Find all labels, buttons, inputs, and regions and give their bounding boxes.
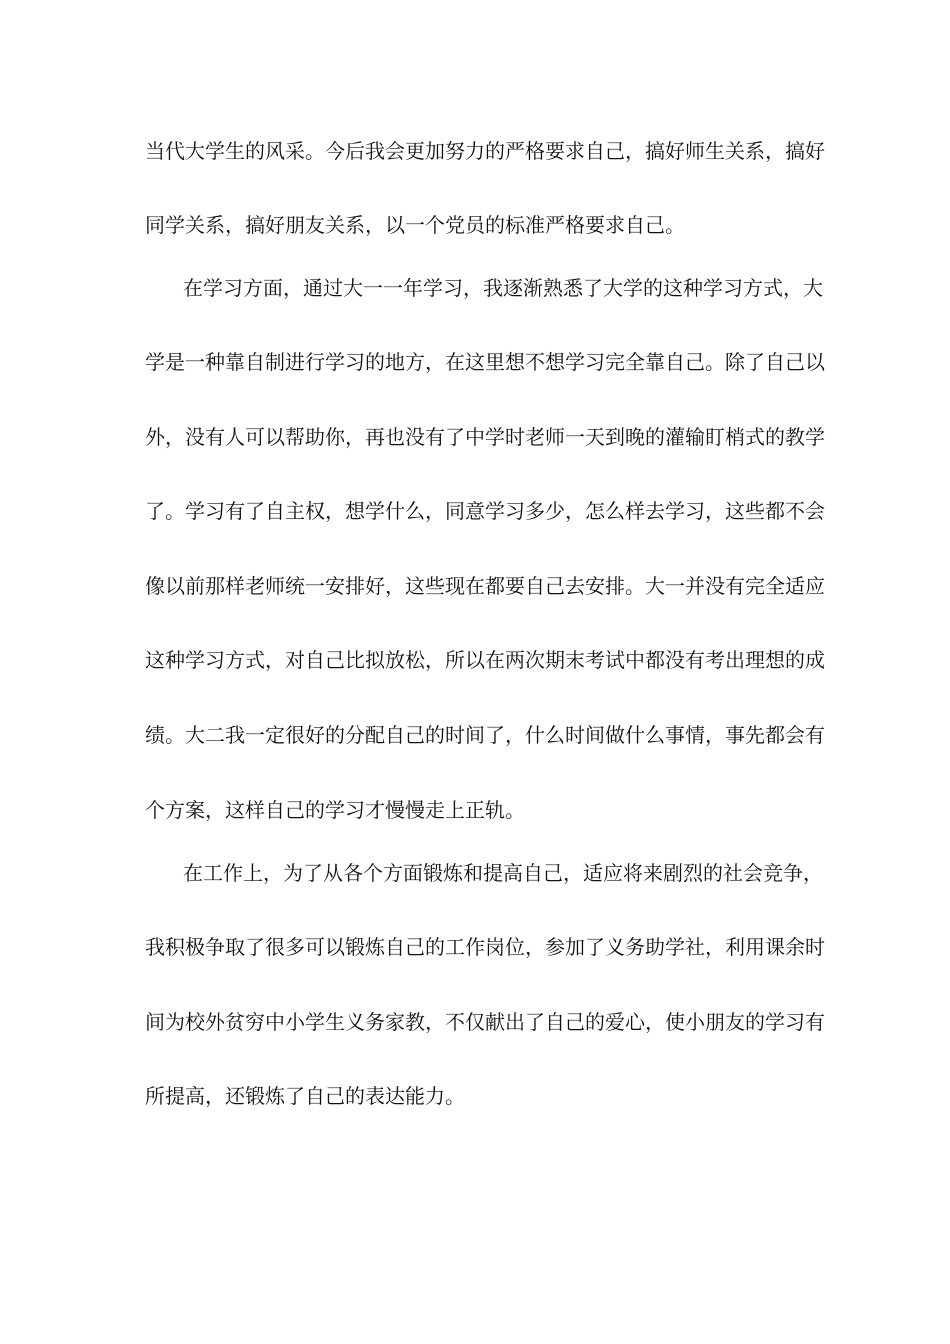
text-line: 了。学习有了自主权，想学什么，同意学习多少，怎么样去学习，这些都不会 xyxy=(145,499,825,523)
text-line: 绩。大二我一定很好的分配自己的时间了，什么时间做什么事情，事先都会有 xyxy=(145,723,825,747)
text-line: 像以前那样老师统一安排好，这些现在都要自己去安排。大一并没有完全适应 xyxy=(145,574,825,598)
paragraph-start-line: 在工作上，为了从各个方面锻炼和提高自己，适应将来剧烈的社会竞争， xyxy=(183,861,823,885)
text-line: 外，没有人可以帮助你，再也没有了中学时老师一天到晚的灌输盯梢式的教学 xyxy=(145,425,825,449)
text-line: 当代大学生的风采。今后我会更加努力的严格要求自己，搞好师生关系，搞好 xyxy=(145,139,825,163)
text-line: 我积极争取了很多可以锻炼自己的工作岗位，参加了义务助学社，利用课余时 xyxy=(145,935,825,959)
text-line: 同学关系，搞好朋友关系，以一个党员的标准严格要求自己。 xyxy=(145,213,685,237)
text-line: 个方案，这样自己的学习才慢慢走上正轨。 xyxy=(145,798,525,822)
text-line: 这种学习方式，对自己比拟放松，所以在两次期末考试中都没有考出理想的成 xyxy=(145,648,825,672)
paragraph-start-line: 在学习方面，通过大一一年学习，我逐渐熟悉了大学的这种学习方式，大 xyxy=(183,276,823,300)
text-line: 间为校外贫穷中小学生义务家教，不仅献出了自己的爱心，使小朋友的学习有 xyxy=(145,1010,825,1034)
text-line: 所提高，还锻炼了自己的表达能力。 xyxy=(145,1084,465,1108)
text-line: 学是一种靠自制进行学习的地方，在这里想不想学习完全靠自己。除了自己以 xyxy=(145,350,825,374)
